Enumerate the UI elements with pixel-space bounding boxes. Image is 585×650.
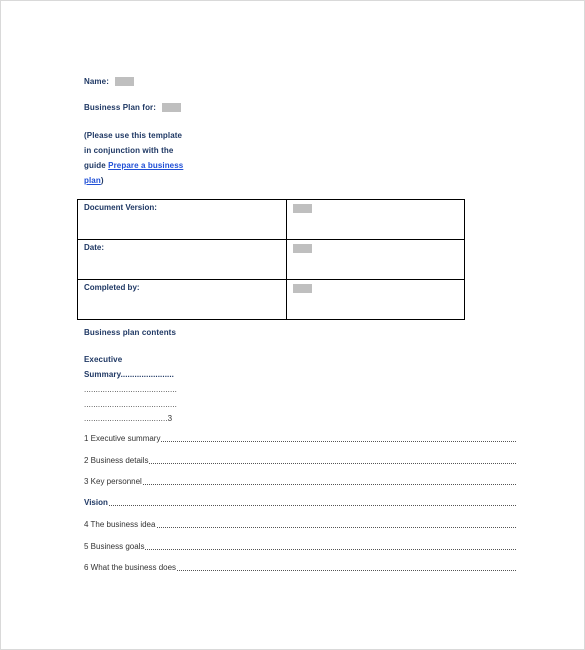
name-field[interactable] <box>115 77 134 86</box>
table-row <box>78 200 465 240</box>
toc-item[interactable]: 3 Key personnel <box>84 477 516 486</box>
document-version-field[interactable] <box>293 204 312 213</box>
date-label: Date: <box>78 240 287 280</box>
usage-note <box>84 128 183 188</box>
toc-item[interactable]: 4 The business idea <box>84 520 516 529</box>
exec-summary-line-3: ........................................ <box>84 385 177 394</box>
name-row <box>84 77 134 86</box>
prepare-business-plan-link[interactable]: Prepare a business <box>108 161 184 170</box>
completed-by-cell <box>287 280 465 320</box>
toc-item[interactable]: 5 Business goals <box>84 542 516 551</box>
date-cell <box>287 240 465 280</box>
toc-item[interactable]: Vision <box>84 498 516 507</box>
toc-item[interactable]: 6 What the business does <box>84 563 516 572</box>
exec-summary-line-1: Executive <box>84 355 123 364</box>
toc-item[interactable]: 2 Business details <box>84 456 516 465</box>
business-plan-for-field[interactable] <box>162 103 181 112</box>
table-row <box>78 240 465 280</box>
exec-summary-line-4: ........................................ <box>84 400 177 409</box>
prepare-business-plan-link-cont[interactable]: plan <box>84 176 101 185</box>
usage-note-line-2: in conjunction with the <box>84 146 174 155</box>
document-version-cell <box>287 200 465 240</box>
usage-note-close-paren: ) <box>100 176 104 185</box>
date-field[interactable] <box>293 244 312 253</box>
name-label: Name: <box>84 77 109 86</box>
exec-summary-line-2 <box>84 367 174 382</box>
business-plan-for-label: Business Plan for: <box>84 103 157 112</box>
usage-note-line-4 <box>84 173 183 188</box>
completed-by-field[interactable] <box>293 284 312 293</box>
exec-summary-line-5: ....................................3 <box>84 414 173 423</box>
usage-note-guide-text: guide <box>84 161 109 170</box>
table-row <box>78 280 465 320</box>
document-info-table <box>77 199 465 320</box>
document-version-label: Document Version: <box>78 200 287 240</box>
completed-by-label: Completed by: <box>78 280 287 320</box>
business-plan-for-row <box>84 103 181 112</box>
exec-summary-word: Summary....................... <box>84 370 174 379</box>
usage-note-line-3 <box>84 158 183 173</box>
usage-note-line-1: (Please use this template <box>84 131 183 140</box>
contents-heading: Business plan contents <box>84 328 176 337</box>
toc-item[interactable]: 1 Executive summary <box>84 434 516 443</box>
